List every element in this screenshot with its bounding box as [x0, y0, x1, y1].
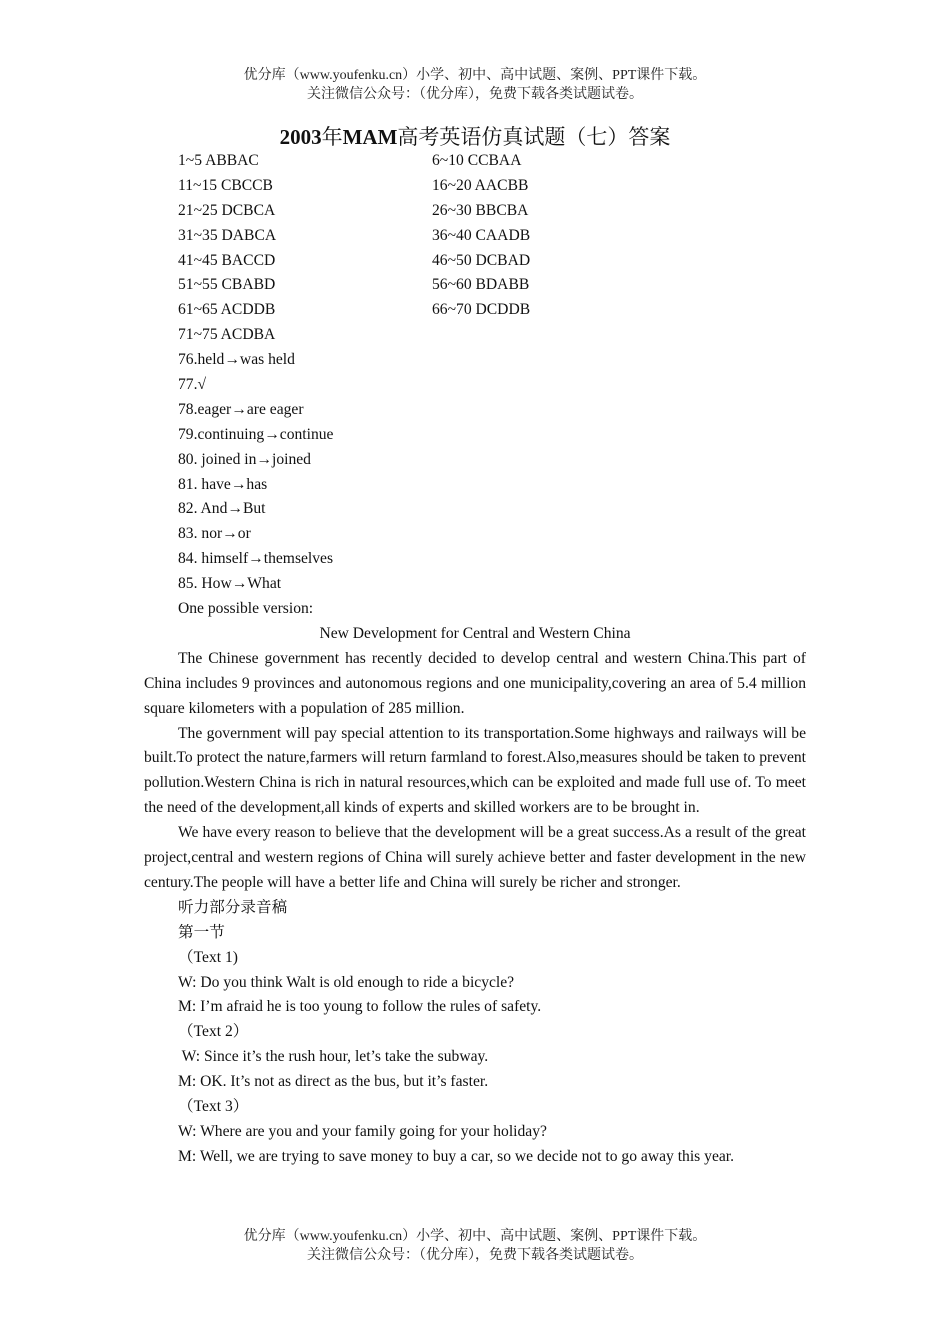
essay-paragraph: The government will pay special attention to its transportation.Some highways and railways will be built.To protect the nature,farmers will return farmland to forest.Also,measures should be taken to prevent pollution.Western China is rich in natural resources,which can be exploited and made full use of. To meet the need of the development,all kinds of experts and skilled workers are to be brought in. [144, 724, 806, 817]
answer-right: 66~70 DCDDB [432, 301, 531, 319]
answer-row [144, 149, 806, 174]
listening-transcript [144, 896, 806, 1170]
transcript-line: W: Do you think Walt is old enough to ride a bicycle? [178, 973, 515, 991]
answer-right: 36~40 CAADB [432, 226, 531, 244]
answer-right: 46~50 DCBAD [432, 251, 531, 269]
transcript-line: M: OK. It’s not as direct as the bus, but it’s faster. [178, 1073, 489, 1091]
title-year: 2003 [279, 125, 322, 149]
correction-item: 79.continuing→continue [178, 425, 334, 443]
header-line-1: 优分库（www.youfenku.cn）小学、初中、高中试题、案例、PPT课件下载。 [243, 68, 707, 83]
answer-row [144, 273, 806, 298]
answer-left: 1~5 ABBAC [178, 152, 259, 169]
answer-row [144, 174, 806, 199]
correction-item: 76.held→was held [178, 351, 295, 369]
page-title [0, 122, 950, 152]
page-footer [0, 1227, 950, 1265]
correction-item: 85. How→What [178, 575, 282, 593]
correction-item: 78.eager→are eager [178, 400, 304, 418]
answer-left: 21~25 DCBCA [178, 201, 276, 219]
transcript-line: （Text 2） [178, 1023, 249, 1041]
error-corrections [144, 348, 806, 597]
title-brand: MAM [342, 125, 398, 149]
essay-heading: New Development for Central and Western China [319, 624, 631, 642]
transcript-line: M: I’m afraid he is too young to follow the rules of safety. [178, 998, 542, 1016]
answer-left: 71~75 ACDBA [178, 326, 276, 344]
listening-section: 第一节 [178, 923, 225, 941]
answer-row [144, 298, 806, 323]
correction-item: 80. joined in→joined [178, 450, 311, 468]
listening-heading: 听力部分录音稿 [178, 898, 288, 916]
answer-left: 51~55 CBABD [178, 276, 276, 294]
answer-row [144, 224, 806, 249]
title-rest: 高考英语仿真试题（七）答案 [397, 125, 671, 149]
footer-line-1: 优分库（www.youfenku.cn）小学、初中、高中试题、案例、PPT课件下载。 [243, 1229, 707, 1244]
answer-left: 61~65 ACDDB [178, 301, 276, 319]
transcript-line: （Text 1) [178, 948, 238, 966]
answer-left: 11~15 CBCCB [178, 176, 273, 194]
correction-item: 82. And→But [178, 500, 266, 518]
correction-item: 84. himself→themselves [178, 550, 334, 568]
answer-right: 56~60 BDABB [432, 276, 530, 294]
answer-row [144, 199, 806, 224]
transcript-line: W: Where are you and your family going for your holiday? [178, 1122, 547, 1140]
title-year-suffix: 年 [321, 125, 343, 149]
answer-right: 6~10 CCBAA [432, 152, 522, 169]
correction-item: 83. nor→or [178, 525, 251, 543]
answer-row [144, 323, 806, 348]
answer-left: 31~35 DABCA [178, 226, 277, 244]
transcript-line: W: Since it’s the rush hour, let’s take the subway. [178, 1048, 489, 1066]
answer-key [144, 149, 806, 348]
answer-content [144, 149, 806, 1170]
transcript-line: M: Well, we are trying to save money to buy a car, so we decide not to go away this year. [178, 1147, 735, 1165]
header-line-2: 关注微信公众号：（优分库），免费下载各类试题试卷。 [307, 87, 643, 102]
sample-essay [144, 597, 806, 896]
transcript-line: （Text 3） [178, 1098, 249, 1115]
essay-intro: One possible version: [178, 600, 314, 618]
correction-item: 81. have→has [178, 475, 268, 493]
answer-row [144, 249, 806, 274]
essay-paragraph: We have every reason to believe that the development will be a great success.As a result of the great project,central and western regions of China will surely achieve better and faster development in the new century.The people will have a better life and China will surely be richer and stronger. [144, 824, 806, 891]
answer-right: 16~20 AACBB [432, 176, 529, 194]
footer-line-2: 关注微信公众号：（优分库），免费下载各类试题试卷。 [307, 1248, 643, 1263]
answer-left: 41~45 BACCD [178, 251, 276, 269]
answer-right: 26~30 BBCBA [432, 201, 529, 219]
page-header [0, 66, 950, 104]
essay-paragraph: The Chinese government has recently decided to develop central and western China.This part of China includes 9 provinces and autonomous regions and one municipality,covering an area of 5.4 million square kilometers with a population of 285 million. [144, 649, 806, 717]
correction-item: 77.√ [178, 376, 207, 394]
